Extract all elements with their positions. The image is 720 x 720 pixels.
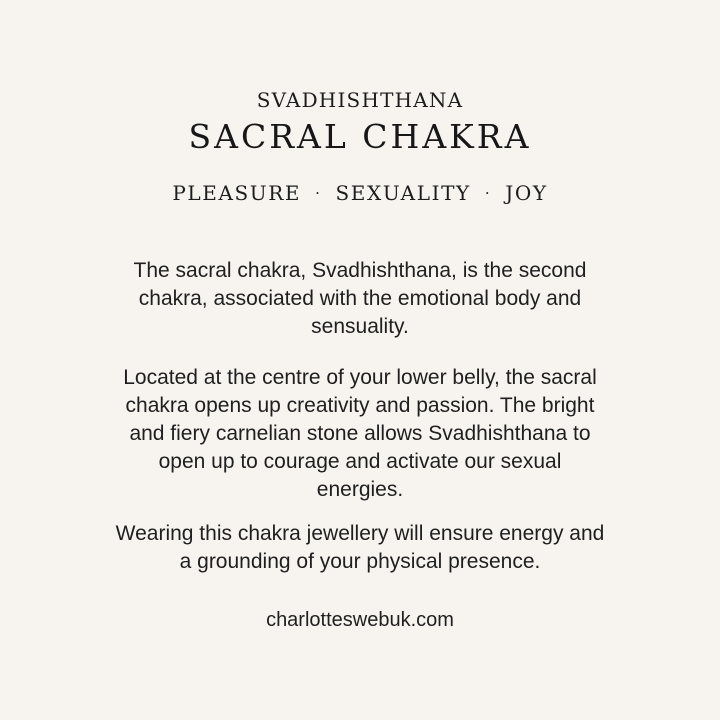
tagline-item-pleasure: PLEASURE xyxy=(172,181,302,205)
paragraph-line: a grounding of your physical presence. xyxy=(179,550,541,573)
paragraph-line: open up to courage and activate our sexual xyxy=(158,450,562,473)
paragraph-line: Located at the centre of your lower belly, the sacral xyxy=(123,366,597,389)
paragraph-line: chakra, associated with the emotional body and xyxy=(138,287,582,310)
tagline-item-sexuality: SEXUALITY xyxy=(335,181,471,205)
paragraph-line: The sacral chakra, Svadhishthana, is the second xyxy=(133,259,587,282)
description-paragraph-3 xyxy=(60,520,660,576)
paragraph-line: Wearing this chakra jewellery will ensure energy and xyxy=(115,522,605,545)
description-paragraph-1 xyxy=(60,257,660,341)
description-paragraph-2 xyxy=(60,364,660,504)
paragraph-line: chakra opens up creativity and passion. The bright xyxy=(125,394,595,417)
paragraph-line: energies. xyxy=(316,478,404,501)
chakra-tagline xyxy=(0,180,720,206)
paragraph-line: sensuality. xyxy=(311,315,409,338)
tagline-item-joy: JOY xyxy=(505,181,548,205)
chakra-sanskrit-name: SVADHISHTHANA xyxy=(256,88,464,112)
website-url: charlotteswebuk.com xyxy=(266,609,454,631)
tagline-separator-dot: · xyxy=(315,184,322,202)
tagline-separator-dot: · xyxy=(484,184,492,202)
paragraph-line: and fiery carnelian stone allows Svadhishthana to xyxy=(129,422,591,445)
chakra-title: SACRAL CHAKRA xyxy=(188,117,532,156)
